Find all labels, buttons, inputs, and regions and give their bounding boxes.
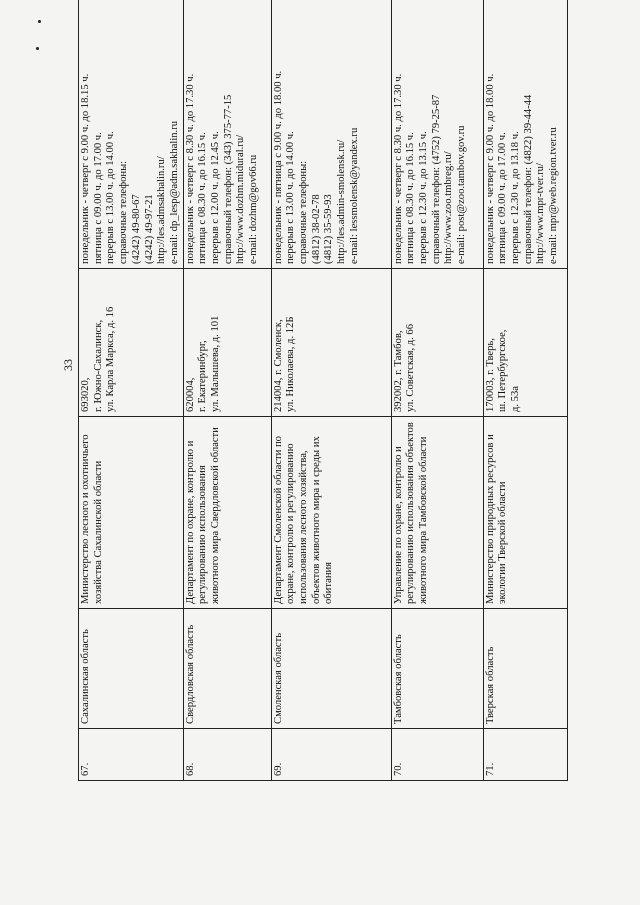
contact-link[interactable]: e-mail: dozhm@gov66.ru xyxy=(248,154,260,264)
contact-line: перерыв с 13.00 ч. до 14.00 ч. xyxy=(285,131,297,264)
address-line: 392002, г. Тамбов, xyxy=(392,330,404,412)
region-name: Тамбовская область xyxy=(391,609,483,729)
contact-link[interactable]: e-mail: lessmolensk@yandex.ru xyxy=(348,127,360,264)
agency-name: Министерство природных ресурсов и экологии Тверской области xyxy=(483,417,567,609)
contact-link[interactable]: e-mail: mpr@web.region.tver.ru xyxy=(548,127,560,264)
address-cell xyxy=(483,269,567,417)
region-name: Свердловская область xyxy=(183,609,271,729)
contact-line: понедельник - пятница с 9.00 ч. до 18.00 ч. xyxy=(272,70,284,264)
contact-line: пятница с 09.00 ч. до 17.00 ч. xyxy=(497,132,509,264)
contacts-cell xyxy=(271,0,391,269)
contact-link[interactable]: http://les.admsakhalin.ru/ xyxy=(156,156,168,264)
address-line: ш. Петербургское, xyxy=(497,329,509,412)
address-line: 214004, г. Смоленск, xyxy=(272,319,284,412)
contact-link[interactable]: http://les.admin-smolensk.ru/ xyxy=(336,139,348,264)
contact-line: понедельник - четверг с 8.30 ч. до 17.30 ч. xyxy=(392,73,404,264)
region-name: Тверская область xyxy=(483,609,567,729)
page-number: 33 xyxy=(61,359,75,371)
row-number: 68. xyxy=(183,729,271,781)
address-cell xyxy=(391,269,483,417)
rotated-page xyxy=(60,0,580,781)
contact-line: справочный телефон: (4752) 79-25-87 xyxy=(430,94,442,264)
contact-line: перерыв с 13.00 ч. до 14.00 ч. xyxy=(105,131,117,264)
contact-link[interactable]: e-mail: dp_lesp@adm.sakhalin.ru xyxy=(168,120,180,264)
contact-line: перерыв с 12.30 ч. до 13.18 ч. xyxy=(510,131,522,264)
contacts-cell xyxy=(391,0,483,269)
address-line: г. Екатеринбург, xyxy=(197,340,209,412)
contact-link[interactable]: e-mail: post@zoo.tambov.gov.ru xyxy=(456,125,468,264)
contact-line: понедельник - четверг с 9.00 ч. до 18.15 ч. xyxy=(80,73,91,264)
address-cell xyxy=(183,269,271,417)
scan-speck xyxy=(38,20,41,23)
row-number: 71. xyxy=(483,729,567,781)
contact-line: пятница с 08.30 ч. до 16.15 ч. xyxy=(197,132,209,264)
agency-name: Департамент по охране, контролю и регулированию использования животного мира Свердловской области xyxy=(183,417,271,609)
contact-line: (4242) 49-80-67 xyxy=(130,194,142,264)
table-row xyxy=(483,0,567,781)
address-line: ул. Малышева, д. 101 xyxy=(210,315,222,412)
address-line: 693020, xyxy=(80,377,91,412)
contact-line: перерыв с 12.00 ч. до 12.45 ч. xyxy=(210,131,222,264)
address-line: ул. Советская, д. 66 xyxy=(405,323,417,412)
table-row xyxy=(79,0,184,781)
contact-line: пятница с 09.00 ч. до 17.00 ч. xyxy=(92,132,104,264)
contact-line: пятница с 08.30 ч. до 16.15 ч. xyxy=(405,132,417,264)
scan-speck xyxy=(36,47,39,50)
contacts-cell xyxy=(183,0,271,269)
contact-line: (4812) 38-02-78 xyxy=(310,194,322,264)
contact-line: справочные телефоны: xyxy=(298,160,310,264)
address-line: ул. Николаева, д. 12Б xyxy=(285,316,297,412)
contact-line: понедельник - четверг с 9.00 ч. до 18.00 ч. xyxy=(484,73,496,264)
row-number: 70. xyxy=(391,729,483,781)
contact-link[interactable]: http://www.mpr-tver.ru/ xyxy=(535,163,547,264)
region-name: Сахалинская область xyxy=(79,609,184,729)
contact-line: перерыв с 12.30 ч. до 13.15 ч. xyxy=(418,131,430,264)
contact-line: справочные телефоны: xyxy=(118,160,130,264)
address-line: д. 53а xyxy=(510,386,522,412)
contact-line: справочный телефон: (4822) 39-44-44 xyxy=(522,94,534,264)
contacts-cell xyxy=(483,0,567,269)
address-line: 170003, г. Тверь, xyxy=(484,338,496,412)
contact-link[interactable]: http://www.dozhm.midural.ru/ xyxy=(235,134,247,264)
table-row xyxy=(271,0,391,781)
address-line: ул. Карла Маркса, д. 16 xyxy=(105,306,117,412)
region-name: Смоленская область xyxy=(271,609,391,729)
table-row xyxy=(391,0,483,781)
contact-line: справочный телефон: (343) 375-77-15 xyxy=(222,94,234,264)
contact-line: понедельник - четверг с 8.30 ч. до 17.30 ч. xyxy=(184,73,196,264)
address-line: г. Южно-Сахалинск, xyxy=(92,319,104,412)
address-cell xyxy=(79,269,184,417)
row-number: 67. xyxy=(79,729,184,781)
address-line: 620004, xyxy=(184,377,196,412)
agency-name: Департамент Смоленской области по охране, контролю и регулированию использования лесного хозяйства, объектов животного мира и среды их обитания xyxy=(271,417,391,609)
address-cell xyxy=(271,269,391,417)
agencies-table xyxy=(78,0,568,781)
contacts-cell xyxy=(79,0,184,269)
contact-link[interactable]: http://www.zoo.tmbreg.ru/ xyxy=(443,151,455,264)
contact-line: (4242) 49-97-21 xyxy=(143,194,155,264)
row-number: 69. xyxy=(271,729,391,781)
agency-name: Управление по охране, контролю и регулированию использования объектов животного мира Тамбовской области xyxy=(391,417,483,609)
contact-line: (4812) 35-59-93 xyxy=(323,194,335,264)
table-row xyxy=(183,0,271,781)
agency-name: Министерство лесного и охотничьего хозяйства Сахалинской области xyxy=(79,417,184,609)
